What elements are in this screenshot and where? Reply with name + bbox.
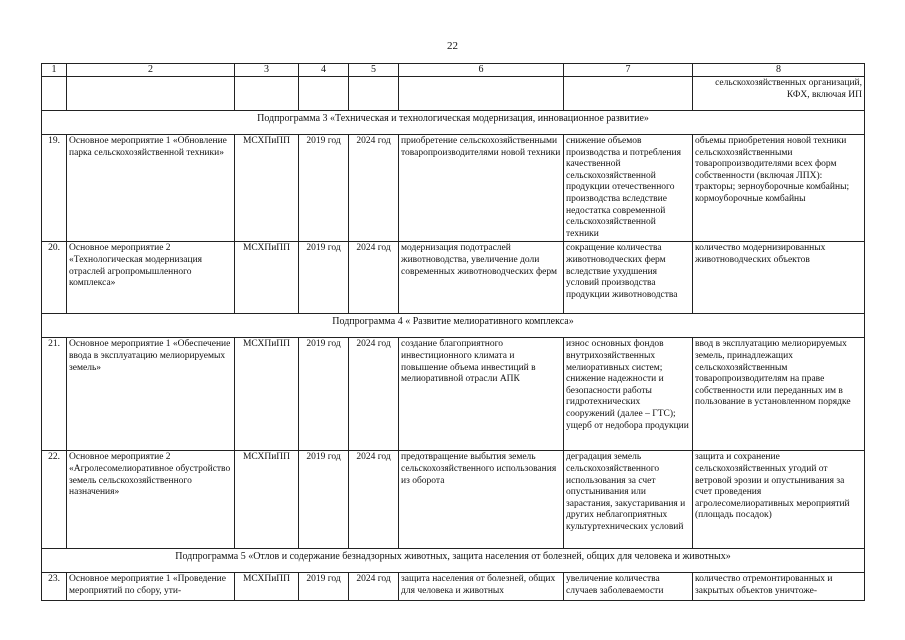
measure-name: Основное мероприятие 2 «Технологическая модернизация отраслей агропромышленного комплекса» xyxy=(67,242,235,314)
executor: МСХПиПП xyxy=(235,573,299,601)
start-year: 2019 год xyxy=(299,573,349,601)
subprogram-3-title: Подпрограмма 3 «Техническая и технологическая модернизация, инновационное развитие» xyxy=(42,111,865,135)
executor: МСХПиПП xyxy=(235,242,299,314)
expected-result: защита населения от болезней, общих для человека и животных xyxy=(399,573,564,601)
expected-result: создание благоприятного инвестиционного климата и повышение объема инвестиций в мелиоративной отрасли АПК xyxy=(399,338,564,451)
row-number: 19. xyxy=(42,135,67,242)
table-row xyxy=(42,242,865,314)
start-year: 2019 год xyxy=(299,135,349,242)
consequences: снижение объемов производства и потребления качественной сельскохозяйственной продукции отечественного производства вследствие недостатка современной сельскохозяйственной техники xyxy=(564,135,693,242)
table-row xyxy=(42,338,865,451)
consequences: износ основных фондов внутрихозяйственных мелиоративных систем; снижение надежности и безопасности работы гидротехнических сооружений (далее – ГТС); ущерб от недобора продукции xyxy=(564,338,693,451)
row-number: 20. xyxy=(42,242,67,314)
start-year: 2019 год xyxy=(299,242,349,314)
end-year: 2024 год xyxy=(349,573,399,601)
expected-result: приобретение сельскохозяйственными товаропроизводителями новой техники xyxy=(399,135,564,242)
header-cell: 4 xyxy=(299,64,349,77)
table-row xyxy=(42,135,865,242)
header-cell: 3 xyxy=(235,64,299,77)
row-number: 21. xyxy=(42,338,67,451)
header-cell: 1 xyxy=(42,64,67,77)
subprogram-4-row xyxy=(42,314,865,338)
end-year: 2024 год xyxy=(349,242,399,314)
header-row xyxy=(42,64,865,77)
start-year: 2019 год xyxy=(299,451,349,549)
measure-name: Основное мероприятие 2 «Агролесомелиоративное обустройство земель сельскохозяйственного назначения» xyxy=(67,451,235,549)
row-number: 22. xyxy=(42,451,67,549)
header-cell: 2 xyxy=(67,64,235,77)
measure-name: Основное мероприятие 1 «Проведение мероприятий по сбору, ути- xyxy=(67,573,235,601)
executor: МСХПиПП xyxy=(235,338,299,451)
measure-name: Основное мероприятие 1 «Обновление парка сельскохозяйственной техники» xyxy=(67,135,235,242)
indicator: количество модернизированных животноводческих объектов xyxy=(693,242,865,314)
executor: МСХПиПП xyxy=(235,451,299,549)
subprogram-5-row xyxy=(42,549,865,573)
header-cell: 7 xyxy=(564,64,693,77)
indicator: количество отремонтированных и закрытых объектов уничтоже- xyxy=(693,573,865,601)
header-cell: 5 xyxy=(349,64,399,77)
measure-name: Основное мероприятие 1 «Обеспечение ввода в эксплуатацию мелиорируемых земель» xyxy=(67,338,235,451)
indicator: объемы приобретения новой техники сельскохозяйственными товаропроизводителями всех форм собственности (включая ЛПХ): тракторы; зерноуборочные комбайны; кормоуборочные комбайны xyxy=(693,135,865,242)
row-number: 23. xyxy=(42,573,67,601)
header-cell: 6 xyxy=(399,64,564,77)
start-year: 2019 год xyxy=(299,338,349,451)
executor: МСХПиПП xyxy=(235,135,299,242)
page-number: 22 xyxy=(447,40,458,52)
consequences: увеличение количества случаев заболеваемости xyxy=(564,573,693,601)
header-cell: 8 xyxy=(693,64,865,77)
expected-result: модернизация подотраслей животноводства, увеличение доли современных животноводческих ферм xyxy=(399,242,564,314)
subprogram-5-title: Подпрограмма 5 «Отлов и содержание безнадзорных животных, защита населения от болезней, общих для человека и животных» xyxy=(42,549,865,573)
carry-over-text: сельскохозяйственных организаций, КФХ, включая ИП xyxy=(693,77,865,111)
table-row xyxy=(42,451,865,549)
indicator: защита и сохранение сельскохозяйственных угодий от ветровой эрозии и опустынивания за счет проведения агролесомелиоративных мероприятий (площадь посадок) xyxy=(693,451,865,549)
carry-over-row xyxy=(42,77,865,111)
table-row xyxy=(42,573,865,601)
indicator: ввод в эксплуатацию мелиорируемых земель, принадлежащих сельскохозяйственным товаропроизводителям на праве собственности или переданных им в пользование в установленном порядке xyxy=(693,338,865,451)
measures-table xyxy=(41,63,865,601)
end-year: 2024 год xyxy=(349,135,399,242)
end-year: 2024 год xyxy=(349,338,399,451)
consequences: деградация земель сельскохозяйственного использования за счет опустынивания или зарастания, закустаривания и других неблагоприятных культуртехнических условий xyxy=(564,451,693,549)
consequences: сокращение количества животноводческих ферм вследствие ухудшения условий производства продукции животноводства xyxy=(564,242,693,314)
subprogram-3-row xyxy=(42,111,865,135)
end-year: 2024 год xyxy=(349,451,399,549)
expected-result: предотвращение выбытия земель сельскохозяйственного использования из оборота xyxy=(399,451,564,549)
subprogram-4-title: Подпрограмма 4 « Развитие мелиоративного комплекса» xyxy=(42,314,865,338)
